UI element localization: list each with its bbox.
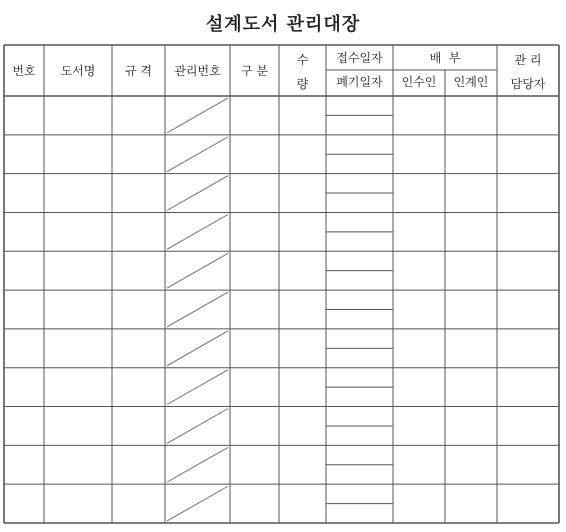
header-transferor: 인계인 bbox=[453, 75, 489, 89]
header-manager-bottom: 담당자 bbox=[510, 77, 546, 91]
page-title: 설계도서 관리대장 bbox=[205, 14, 361, 35]
mgmt-no-diagonal bbox=[167, 214, 228, 249]
mgmt-no-diagonal bbox=[167, 409, 228, 444]
mgmt-no-diagonal bbox=[167, 486, 228, 521]
header-mgmt-no: 관리번호 bbox=[174, 64, 221, 78]
header-spec: 규 격 bbox=[125, 64, 152, 78]
header-receiver: 인수인 bbox=[401, 75, 437, 89]
mgmt-no-diagonal bbox=[167, 292, 228, 327]
mgmt-no-diagonal bbox=[167, 176, 228, 211]
mgmt-no-diagonal bbox=[167, 447, 228, 482]
mgmt-no-diagonal bbox=[167, 253, 228, 288]
header-category: 구 분 bbox=[241, 64, 268, 78]
header-no: 번호 bbox=[12, 64, 36, 78]
mgmt-no-diagonal bbox=[167, 98, 228, 133]
header-manager-top: 관 리 bbox=[514, 53, 542, 67]
header-qty-top: 수 bbox=[296, 53, 309, 67]
mgmt-no-diagonal bbox=[167, 370, 228, 405]
mgmt-no-diagonal bbox=[167, 331, 228, 366]
header-distribution: 배 부 bbox=[429, 51, 461, 65]
mgmt-no-diagonal bbox=[167, 137, 228, 172]
header-disposal-date: 폐기일자 bbox=[336, 75, 383, 89]
header-receipt-date: 접수일자 bbox=[336, 51, 383, 65]
header-qty-bottom: 량 bbox=[296, 77, 309, 91]
header-doc-name: 도서명 bbox=[60, 64, 96, 78]
